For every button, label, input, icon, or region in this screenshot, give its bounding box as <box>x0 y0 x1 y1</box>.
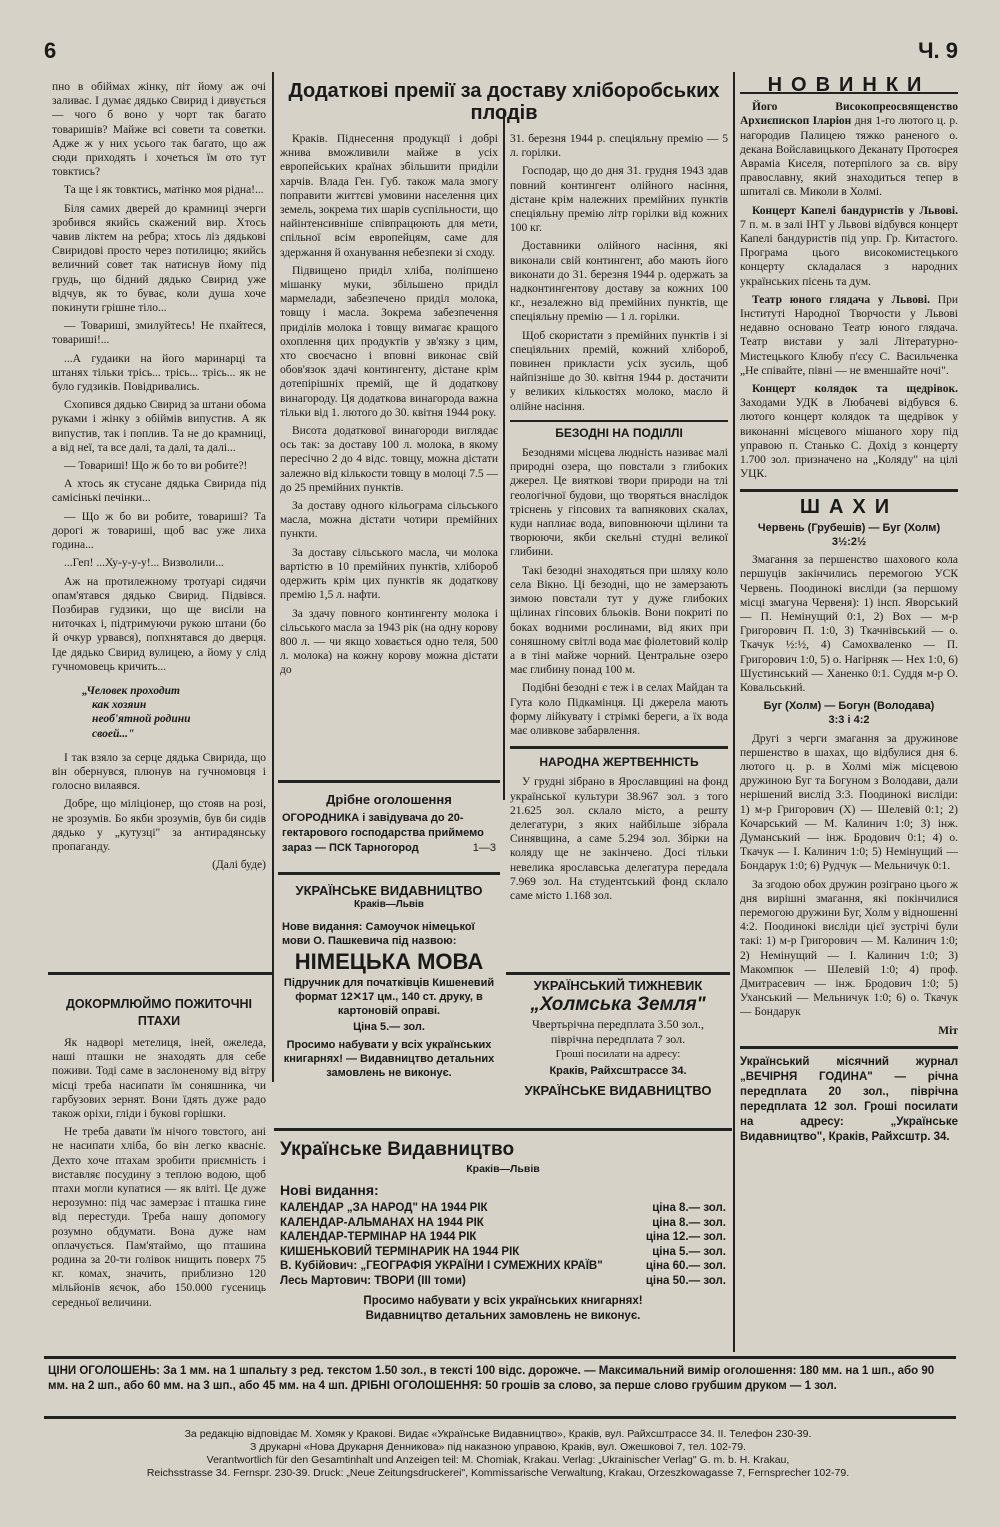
book-name: В. Кубійович: „ГЕОГРАФІЯ УКРАЇНИ І СУМЕЖНИХ КРАЇВ" <box>280 1260 603 1272</box>
journal-ad: Український місячний журнал „ВЕЧІРНЯ ГОДИНА" — річна передплата 20 зол., піврічна передплата 12 зол. Гроші посилати на адресу: „Українське Видавництво", Краків, Райхсштр. 34. <box>740 1055 958 1143</box>
premiums-paragraph: Краків. Піднесення продукції і добрі жнива вможливили майже в усіх европейських країнах збільшити приділи харчів. Влада Ген. Губ. також мала змогу поправити життєві умовини населення цих земель, зокрема тих шарів суспільности, що найінтенсивніше співпрацюють для мети, спільної всім европейцям, саме для здержання й оханування небезпеки зі сходу. <box>280 133 498 259</box>
page-number-left: 6 <box>44 38 57 63</box>
rule-birds <box>48 972 272 975</box>
rule-chess <box>740 489 958 492</box>
chess-match-head: Буг (Холм) — Богун (Володава) <box>763 700 935 713</box>
premiums-paragraph: Щоб скористати з премійних пунктів і зі спеціяльних премій, кожний хлібороб, повинен приклаcти усіх зусиль, щоб найпізніше до 30. квітня 1944 р. достачити у великих кількостях молоко, масло й олійне насіння. <box>510 329 728 413</box>
imprint-line: З друкарні «Нова Друкарня Денникова» під наказною управою, Краків, вул. Ожешковоі 7, тел. 102-79. <box>250 1441 746 1453</box>
news-lead: Театр юного глядача у Львові. <box>752 293 930 306</box>
book-price: Ціна 5.— зол. <box>353 1021 425 1033</box>
news-title: НОВИНКИ <box>740 78 958 94</box>
weekly-address-label: Гроші посилати на адресу: <box>555 1048 681 1060</box>
story-paragraph: пно в обіймах жінку, піт йому аж очі заливає. І думає дядько Свирид і дивується — чого б воно у чорт так багато товаришів? Майже всі совети та советки. Адже ж у них усього так багато, що аж сюди приходять і хочеться їм ото тут товктись? <box>52 81 266 179</box>
rule-journal <box>740 1046 958 1049</box>
song-line: „Человек проходит <box>82 684 180 697</box>
rule-big-ad <box>274 1128 732 1131</box>
story-paragraph: А хтось як стусане дядька Свирида під самісінькі печінки... <box>52 478 266 505</box>
birds-paragraph: Не треба давати їм нічого товстого, ані не насипати хліба, бо він легко квасніє. Дехто хоче птахам зробити приємність і виставляє посудину з теплою водою, щоб птахи могли купатися — як вліті. Це дуже нерозумно: під час замерзає і пташка гине від перестуди. Треба нашу допомогу розумно обдумати. Вона дуже нам оплачується. Пам'ятаймо, що пташина родина за 20-ти голівок нищить поверх 75 кг. комах, значить, приблизно 120 мільйонів яєчок, або 150.000 гусениць середньої величини. <box>52 1126 266 1309</box>
story-paragraph: ...Геп! ...Ху-у-у-у!... Визволили... <box>64 557 224 570</box>
book-list-item <box>280 1245 726 1260</box>
story-paragraph: Аж на протилежному тротуарі сидячи опам'ятався дядько Свирид. Підвівся. Позбирав гудзики, що ще висіли на ниточках і, підтримуючи рукою штани (бо й очкур урвався), попхнятався до дверця. Іде дядько Свирид вулицею, а йому у слід гучномовець кричить... <box>52 575 266 673</box>
column-rule-1 <box>272 72 274 1082</box>
song-line: своей..." <box>92 727 135 740</box>
chess-match-score: 3:3 і 4:2 <box>828 714 870 727</box>
imprint <box>48 1428 948 1480</box>
article-premiums-col1 <box>280 132 498 682</box>
premiums-paragraph: Висота додаткової винагороди виглядає ось так: за доставу 100 л. молока, в якому пересічно 2 до 4 відс. товщу, можна дістати залежно від кількости товщу в молоці 7.5 — до 25 премійних пунктів. <box>280 425 498 494</box>
news-item <box>740 204 958 289</box>
news-text: При Інституті Народної Творчости у Львові недавно основано Театр юного глядача. Театр вистави у залі Літературно-Мистецького Клюбу п'єсу С. Васильченка „Не співайте, півні — не вменшайте ночі". <box>740 293 958 377</box>
book-name: КАЛЕНДАР „ЗА НАРОД" НА 1944 РІК <box>280 1202 488 1214</box>
book-title: НІМЕЦЬКА МОВА <box>294 949 484 974</box>
publisher-city: Краків—Львів <box>354 899 424 910</box>
column-news <box>740 74 958 1145</box>
premiums-paragraph: Підвищено приділ хліба, поліпшено мішанку муки, збільшено приділ мармелади, забезпечено приділ молока, товщу і масла. Зокрема забезпечення приділів молока і товщу вимагає кращого охоплення цих продуктів у зв'язку з цим, хто своєчасно і вповні виконає свій обов'язок здачі контингенту, дістане крім дотепірішніх премій, ще й додаткову винагороду. Ця додаткова винагорода важна тільки від 1. лютого до 30. квітня 1944 року. <box>280 264 498 419</box>
weekly-ad <box>508 978 728 1098</box>
column-story <box>52 80 266 872</box>
song-quote <box>82 684 266 741</box>
imprint-line: Verantwortlich für den Gesamtinhalt und Anzeigen teil: M. Chomiak, Krakau. Verlag: „Ukrainischer Verlag" G. m. b. H. Krakau, <box>206 1454 790 1466</box>
news-lead: Його Високопреосвященство Архиєпископ Іларіон <box>740 101 958 128</box>
article-birds <box>52 992 266 1314</box>
book-price: ціна 60.— зол. <box>645 1260 726 1272</box>
book-price: ціна 8.— зол. <box>652 1202 726 1214</box>
weekly-title: УКРАЇНСЬКИЙ ТИЖНЕВИК <box>533 978 703 993</box>
chess-match-head: Червень (Грубешів) — Буг (Холм) <box>757 521 941 534</box>
chess-match-score: 3½:2½ <box>831 535 867 548</box>
podillia-paragraph: Подібні безодні є теж і в селах Майдан та Гута коло Підкамінця. Ці джерела мають форму лійкувату і стрімкі береги, а їх вода має оливкове забарвлення. <box>510 682 728 737</box>
premiums-paragraph: 31. березня 1944 р. спеціяльну премію — 5 л. горілки. <box>510 133 728 160</box>
chess-end: Міт <box>938 1024 958 1037</box>
big-publisher-ad <box>280 1138 726 1323</box>
premiums-paragraph: За здачу повного контингенту молока і сільського масла за 1943 рік (на одну корову 800 л. — чи якщо ховається одно теля, 500 л. молока) на кожну корову можна дістати до <box>280 607 498 677</box>
premiums-paragraph: За доставу сільського масла, чи молока вартістю в 10 премійних пунктів, хлібороб одержить крім цих пунктів як додаткову премію 1,5 л. нафти. <box>280 546 498 602</box>
premiums-paragraph: Доставники олійного насіння, які виконали свій контингент, або мають його виконати до 31. березня 1944 р. одержать за надконтингентову доставу за кожних 100 кг., незалежно від премійних пунктів, ще спеціяльну премію — 1 л. горілки. <box>510 240 728 324</box>
small-ad-number: 1—3 <box>472 842 496 854</box>
publisher-title: УКРАЇНСЬКЕ ВИДАВНИЦТВО <box>295 883 483 898</box>
premiums-paragraph: Господар, що до дня 31. грудня 1943 здав повний контингент олійного насіння, дістане крім належних премійних пунктів спеціяльну премію літр горілки від кожних 100 кг. <box>510 165 728 235</box>
chess-title: ШАХИ <box>799 496 899 519</box>
podillia-paragraph: Такі безодні знаходяться при шляху коло села Вікно. Ці безодні, що не замерзають зимою повстали тут у дуже глибоких щілинах гіпсових бльоків. Вони покриті по боках водними рослинами, від яких при соняшному світлі вода має фіолетовий колір а в тіні майже чорний. Центральне озеро має глибину понад 100 м. <box>510 564 728 677</box>
story-paragraph: І так взяло за серце дядька Свирида, що він обернувся, плюнув на гучномовця і голосно вилаявся. <box>52 751 266 793</box>
news-text: Заходами УДК в Любачеві відбувся 6. лютого концерт колядок та щедрівок у виконанні місцевого мішаного хору під управою п. Станько С. Дохід з концерту 1.700 зол. призначено на „Коляду" на цілі УЦК. <box>740 397 958 481</box>
book-price: ціна 50.— зол. <box>645 1274 726 1287</box>
podillia-title: БЕЗОДНІ НА ПОДІЛЛІ <box>555 425 683 440</box>
book-list-item <box>280 1259 726 1274</box>
big-ad-note: Видавництво детальних замовлень не виконує. <box>365 1309 641 1322</box>
small-ad <box>282 792 496 856</box>
small-ad-text: ОГОРОДНИКА і завідувача до 20-гектарового господарства приймемо зараз — ПСК Тарногород <box>282 812 484 854</box>
birds-title: ДОКОРМЛЮЙМО ПОЖИТОЧНІ ПТАХИ <box>66 997 252 1028</box>
story-paragraph: Та ще і як товктись, матінко моя рідна!... <box>64 184 264 197</box>
ad-prices: ЦІНИ ОГОЛОШЕНЬ: За 1 мм. на 1 шпальту з ред. текстом 1.50 зол., в тексті 100 відс. дорожче. — Максимальний вимір оголошення: 180 мм. на 1 шп., або 90 мм. на 2 шп., або 60 мм. на 3 шп., або 45 мм. на 4 шп. ДРІБНІ ОГОЛОШЕННЯ: 50 грошів за слово, за перше слово грубшим друком — 1 зол. <box>48 1365 935 1392</box>
story-paragraph: Добре, що міліціонер, що стояв на розі, не зрозумів. Бо якби зрозумів, був би сидів дядько у „кутузці" за антирадянську пропаганду. <box>52 798 266 853</box>
story-paragraph: Біля самих дверей до крамниці зчерги зробився якийсь скажений вир. Хтось чавив ліктем на ребра; хтось ліз дядькові Свиридові просто через потилицю; якийсь величний совет так натиснув йому під грудь, що бідний дядько Свирид уже відчув, як то буває, коли душа хоче покинути грішне тіло... <box>52 202 266 315</box>
story-paragraph: Схопився дядько Свирид за штани обома руками і жінку з обіймів випустив. А як випустив, так і поплив. Та не до крамниці, а від неї, та все далі, та далі, та далі... <box>52 399 266 454</box>
small-ad-title: Дрібне оголошення <box>326 792 452 807</box>
news-lead: Концерт Капелі бандуристів у Львові. <box>752 204 958 217</box>
book-list-item <box>280 1274 726 1289</box>
podillia-paragraph: Безоднями місцева людність називає малі природні озера, що повстали з глибоких джерел. Це вияткові твори природи на тлі геологічної будови, що творяться внаслідок тріснень у гіпсових та вапнякових скалах, куди наплиає вода, виповнюючи щілини та творюючи, якби скельні студні великої глибини. <box>510 447 728 559</box>
publisher-note: Просимо набувати у всіх українських книгарнях! — Видавництво детальних замовлень не виконує. <box>283 1039 495 1079</box>
book-description: Підручник для початківців Кишеневий формат 12✕17 цм., 140 ст. друку, в картоновій оправі. <box>283 977 495 1017</box>
book-name: КАЛЕНДАР-АЛЬМАНАХ НА 1944 РІК <box>280 1216 484 1229</box>
article-premiums-col2 <box>510 132 728 907</box>
rule-small-ad <box>278 780 500 783</box>
imprint-line: Reichsstrasse 34. Fernspr. 230-39. Druck: „Neue Zeitungsdruckerei", Kommissarische Verwaltung, Krakau, Orzeszkowagasse 7, Fernsprecher 102-79. <box>146 1467 850 1479</box>
rule-podillia <box>510 420 728 422</box>
story-paragraph: ...А гудаики на його маринарці та штанях тільки трісь... трісь... трісь... як не було гудзиків. Повідривались. <box>52 352 266 394</box>
premiums-paragraph: За доставу одного кільограма сільського масла, можна дістати чотири премійних пункти. <box>280 500 498 541</box>
book-list-item <box>280 1216 726 1231</box>
news-item <box>740 293 958 378</box>
book-list-item <box>280 1201 726 1216</box>
big-ad-new-label: Нові видання: <box>280 1181 379 1198</box>
story-paragraph: — Товариші! Що ж бо то ви робите?! <box>64 460 248 473</box>
sacrifice-title: НАРОДНА ЖЕРТВЕННІСТЬ <box>539 755 699 770</box>
publisher-new-edition: Нове видання: Самоучок німецької мови О. Пашкевича під назвою: <box>282 921 475 947</box>
big-ad-title: Українське Видавництво <box>280 1139 515 1160</box>
book-name: Лесь Мартович: ТВОРИ (III томи) <box>280 1274 466 1287</box>
rule-sacrifice <box>510 746 728 749</box>
rule-prices <box>44 1356 956 1359</box>
column-rule-3 <box>733 72 735 1352</box>
book-price: ціна 5.— зол. <box>652 1245 726 1258</box>
book-list-item <box>280 1230 726 1245</box>
birds-paragraph: Як надворі метелиця, іней, ожеледа, наші пташки не знаходять для себе поживи. Тоді саме в заслоненому від вітру місці треба насипати їм соняшника, чи гарбузових зернят. Вони їдять дуже радо також оріхи, гліди і букові горішки. <box>52 1037 266 1121</box>
publisher-ad <box>282 884 496 1080</box>
news-lead: Концерт колядок та щедрівок. <box>752 383 958 396</box>
news-text: 7 п. м. в залі ІНТ у Львові відбувся концерт Капелі бандуристів під упр. Гр. Китастого. Програма цього високомистецького концерту складалася з народних українських пісень та дум. <box>740 218 958 288</box>
column-rule-2 <box>503 110 505 800</box>
news-item <box>740 100 958 199</box>
weekly-sub-quarter: Чвертьрічна передплата 3.50 зол., <box>531 1017 705 1031</box>
chess-paragraph: Змагання за першенство шахового кола першуців закінчились перемогою УСК Червень. Поодинокі висліди (за першому місці змагуна Червеня): 1) інсп. Яворський — П. Немінущий 0:1, 2) Вох — м-р Григорович П. 1:0, 3) Ткачнівський — о. Ткачук ½:½, 4) Самохваленко — П. Григорович 1:0, 5) о. Нагірняк — Нех 1:0, 6) Шустинський — Ханенко 0:1. Суддя м-р О. Ковальський. <box>740 554 958 694</box>
news-text: дня 1-го лютого ц. р. нагородив Палицею тяжко раненого о. декана Войславицького Деканату Протоєрея Авраміа Киселя, потерпілого за св. віру православну, який знаходиться тепер в шпиталі св. Миколи в Холмі. <box>740 115 958 199</box>
book-name: КИШЕНЬКОВИЙ ТЕРМІНАРИК НА 1944 РІК <box>280 1245 520 1258</box>
rule-publisher-ad <box>278 872 500 875</box>
weekly-sub-half: піврічна передплата 7 зол. <box>550 1032 686 1046</box>
continued-note: (Далі буде) <box>212 859 266 872</box>
book-price: ціна 8.— зол. <box>652 1216 726 1229</box>
story-paragraph: — Що ж бо ви робите, товариші? Та дорогі ж товариші, щоб вас уже лиха година... <box>52 510 266 552</box>
story-paragraph: — Товариші, змилуйтесь! Не пхайтеся, товариші!... <box>52 320 266 347</box>
big-ad-note: Просимо набувати у всіх українських книгарнях! <box>363 1295 643 1307</box>
issue-number: Ч. 9 <box>918 38 958 63</box>
big-ad-city: Краків—Львів <box>466 1163 540 1175</box>
song-line: как хозяин <box>92 699 147 712</box>
rule-imprint <box>44 1416 956 1419</box>
weekly-publisher: УКРАЇНСЬКЕ ВИДАВНИЦТВО <box>524 1083 712 1098</box>
weekly-name: „Холмська Земля" <box>530 994 706 1015</box>
news-item <box>740 382 958 481</box>
imprint-line: За редакцію відповідає М. Хомяк у Кракові. Видає «Українське Видавництво», Краків, вул. Райхсштрассе 34. II. Телефон 230-39. <box>184 1428 812 1440</box>
rule-weekly-ad <box>506 972 730 975</box>
sacrifice-paragraph: У грудні зібрано в Ярославщині на фонд української культури 38.967 зол. з того 21.625 зол. склало місто, а решту делегатури, з яких найбільше зібрала Синявщина, а саме 5.294 зол. Збірки на коляду ще не закінчено. Досі тільки невелика ярославська делегатура передала 7.969 зол. На студентський фонд склало саме місто 1.168 зол. <box>510 776 728 902</box>
song-line: необ'ятной родини <box>92 713 191 726</box>
article-title-premiums: Додаткові премії за доставу хліборобських плодів <box>288 80 720 124</box>
chess-paragraph: За згодою обох дружин розіграно цього ж дня вирішні змагання, які покінчилися перемогою дружини Буг, Холм у відношенні 4:2. Поодинокі висліди цієї зустрічі були такі: 1) м-р Григорович — М. Калинич 1:0; 2) Немінущий — І. Калинич 1:0; 3) Макомпюк — Шелевій 1:0; 4) проф. Дмитрасевич — інж. Бродович 1:0; 5) Уханський — Мельничук 1:0; 6) о. Ткачук — Бондарук <box>740 878 958 1019</box>
book-name: КАЛЕНДАР-ТЕРМІНАР НА 1944 РІК <box>280 1231 477 1243</box>
book-price: ціна 12.— зол. <box>645 1231 726 1243</box>
chess-paragraph: Другі з черги змагання за дружинове першенство в шахах, що відбулися дня 6. лютого ц. р. в Холмі між місцевою дружиною Буг та Богуном з Володави, дали нерішений вислід 3:3. Поодинокі висліди: 1) м-р Григорович (Х) — Шелевій 0:1; 2) Кочарський — М. Калинич 1:0; 3) інж. Думанський — інж. Бродович 0:1; 4) о. Ткачук — І. Калинич 1:0; 5) Немінущий — Бондарук 1:0; 6) Рудчук — Мельничук 0:1. <box>740 732 958 873</box>
weekly-address: Краків, Райхсштрассе 34. <box>549 1065 687 1077</box>
